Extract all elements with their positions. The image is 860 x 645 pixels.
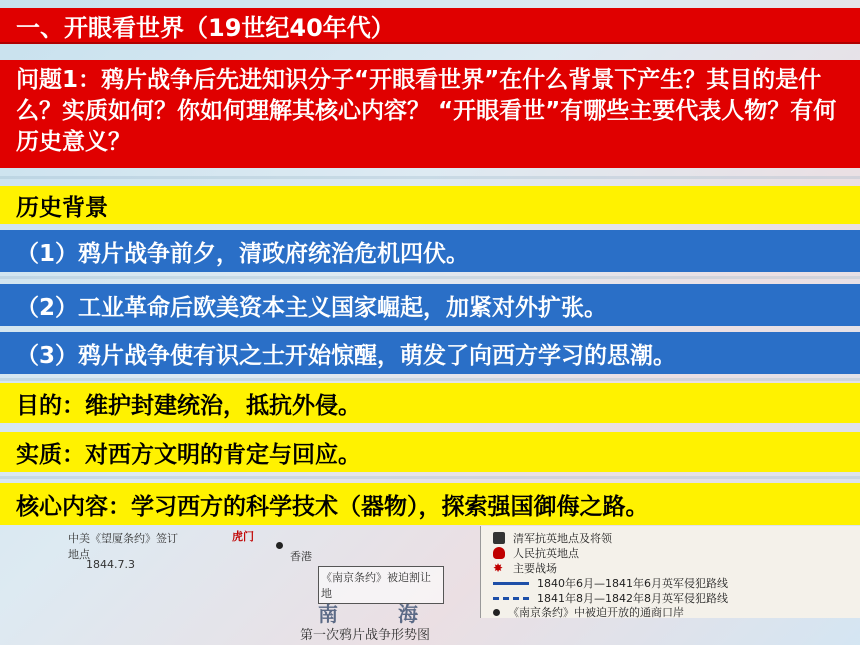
legend-text: 1841年8月—1842年8月英军侵犯路线	[537, 592, 728, 605]
legend-text: 《南京条约》中被迫开放的通商口岸	[508, 606, 684, 619]
legend-text: 人民抗英地点	[513, 547, 579, 560]
background-item-2	[0, 284, 860, 326]
essence-text: 实质：对西方文明的肯定与回应。	[16, 441, 361, 468]
legend-row	[493, 530, 612, 546]
map-legend	[480, 526, 860, 618]
fire-icon	[493, 547, 505, 559]
background-item-text: （3）鸦片战争使有识之士开始惊醒，萌发了向西方学习的思潮。	[16, 342, 677, 369]
map-label-date: 1844.7.3	[86, 558, 135, 571]
map-label-nanjing-treaty: 《南京条约》被迫割让地	[318, 566, 444, 604]
sea-label-2: 海	[398, 602, 418, 626]
legend-row	[493, 575, 728, 591]
background-item-3	[0, 332, 860, 374]
core-content-box	[0, 483, 860, 525]
legend-text: 清军抗英地点及将领	[513, 532, 612, 545]
city-dot	[276, 542, 283, 549]
legend-text: 主要战场	[513, 562, 557, 575]
map-label-wangxia: 中美《望厦条约》签订地点	[68, 532, 178, 561]
background-item-text: （1）鸦片战争前夕，清政府统治危机四伏。	[16, 240, 470, 267]
goal-text: 目的：维护封建统治，抵抗外侵。	[16, 392, 361, 419]
background-item-1	[0, 230, 860, 272]
question-text: 问题1：鸦片战争后先进知识分子“开眼看世界”在什么背景下产生？其目的是什么？实质如何？你如何理解其核心内容？ “开眼看世”有哪些主要代表人物？有何历史意义？	[16, 67, 837, 155]
flag-icon	[493, 532, 505, 544]
map-label-hongkong: 香港	[290, 550, 312, 563]
background-heading	[0, 186, 860, 224]
route-dashed-icon	[493, 597, 529, 600]
background-item-text: （2）工业革命后欧美资本主义国家崛起，加紧对外扩张。	[16, 294, 608, 321]
goal-box	[0, 383, 860, 423]
legend-row	[493, 545, 579, 561]
port-dot-icon	[493, 609, 500, 616]
essence-box	[0, 432, 860, 472]
sea-label-1: 南	[318, 602, 338, 626]
question-box	[0, 60, 860, 168]
legend-row	[493, 560, 557, 576]
legend-row	[493, 604, 684, 620]
core-content-text: 核心内容：学习西方的科学技术（器物），探索强国御侮之路。	[16, 493, 649, 520]
route-solid-icon	[493, 582, 529, 585]
legend-text: 1840年6月—1841年6月英军侵犯路线	[537, 577, 728, 590]
map-caption: 第一次鸦片战争形势图	[300, 628, 431, 643]
section-title	[0, 8, 860, 44]
map-label-humen: 虎门	[232, 530, 254, 543]
section-title-text: 一、开眼看世界（19世纪40年代）	[16, 13, 395, 42]
background-heading-text: 历史背景	[16, 194, 108, 221]
battle-icon: ✸	[493, 561, 504, 575]
